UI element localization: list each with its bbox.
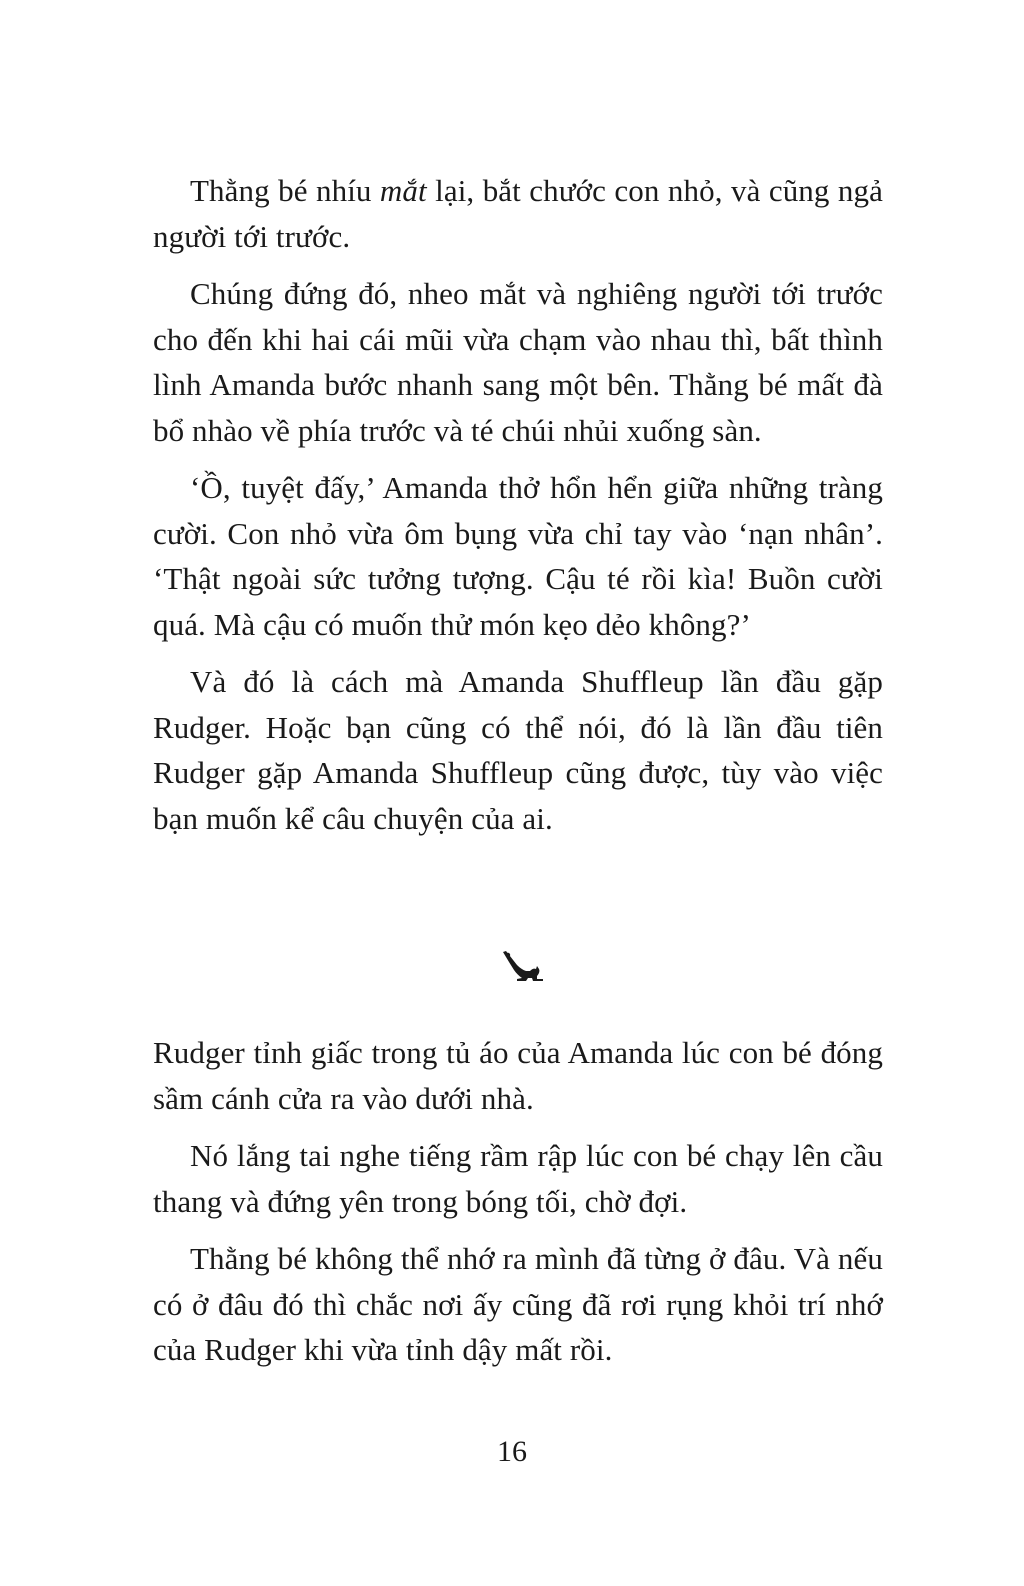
section-one xyxy=(153,168,883,853)
paragraph-text: lại, bắt chước con nhỏ, và cũng ngả người tới trước. xyxy=(153,173,883,254)
cat-silhouette-icon xyxy=(497,950,545,992)
section-two xyxy=(153,1030,883,1385)
paragraph: Chúng đứng đó, nheo mắt và nghiêng người tới trước cho đến khi hai cái mũi vừa chạm vào nhau thì, bất thình lình Amanda bước nhanh sang một bên. Thằng bé mất đà bổ nhào về phía trước và té chúi nhủi xuống sàn. xyxy=(153,276,883,448)
section-divider xyxy=(497,950,545,992)
paragraph xyxy=(153,168,883,259)
page-number: 16 xyxy=(497,1435,527,1468)
emphasis-text: mắt xyxy=(379,173,427,208)
paragraph: Rudger tỉnh giấc trong tủ áo của Amanda lúc con bé đóng sầm cánh cửa ra vào dưới nhà. xyxy=(153,1035,883,1116)
paragraph: Và đó là cách mà Amanda Shuffleup lần đầu gặp Rudger. Hoặc bạn cũng có thể nói, đó là lần đầu tiên Rudger gặp Amanda Shuffleup cũng được, tùy vào việc bạn muốn kể câu chuyện của ai. xyxy=(153,664,883,836)
paragraph: ‘Ồ, tuyệt đấy,’ Amanda thở hổn hển giữa những tràng cười. Con nhỏ vừa ôm bụng vừa chỉ tay vào ‘nạn nhân’. ‘Thật ngoài sức tưởng tượng. Cậu té rồi kìa! Buồn cười quá. Mà cậu có muốn thử món kẹo dẻo không?’ xyxy=(153,470,883,642)
paragraph-text: Thằng bé nhíu xyxy=(190,173,380,208)
paragraph: Nó lắng tai nghe tiếng rầm rập lúc con bé chạy lên cầu thang và đứng yên trong bóng tối, chờ đợi. xyxy=(153,1138,883,1219)
paragraph: Thằng bé không thể nhớ ra mình đã từng ở đâu. Và nếu có ở đâu đó thì chắc nơi ấy cũng đã rơi rụng khỏi trí nhớ của Rudger khi vừa tỉnh dậy mất rồi. xyxy=(153,1241,883,1367)
